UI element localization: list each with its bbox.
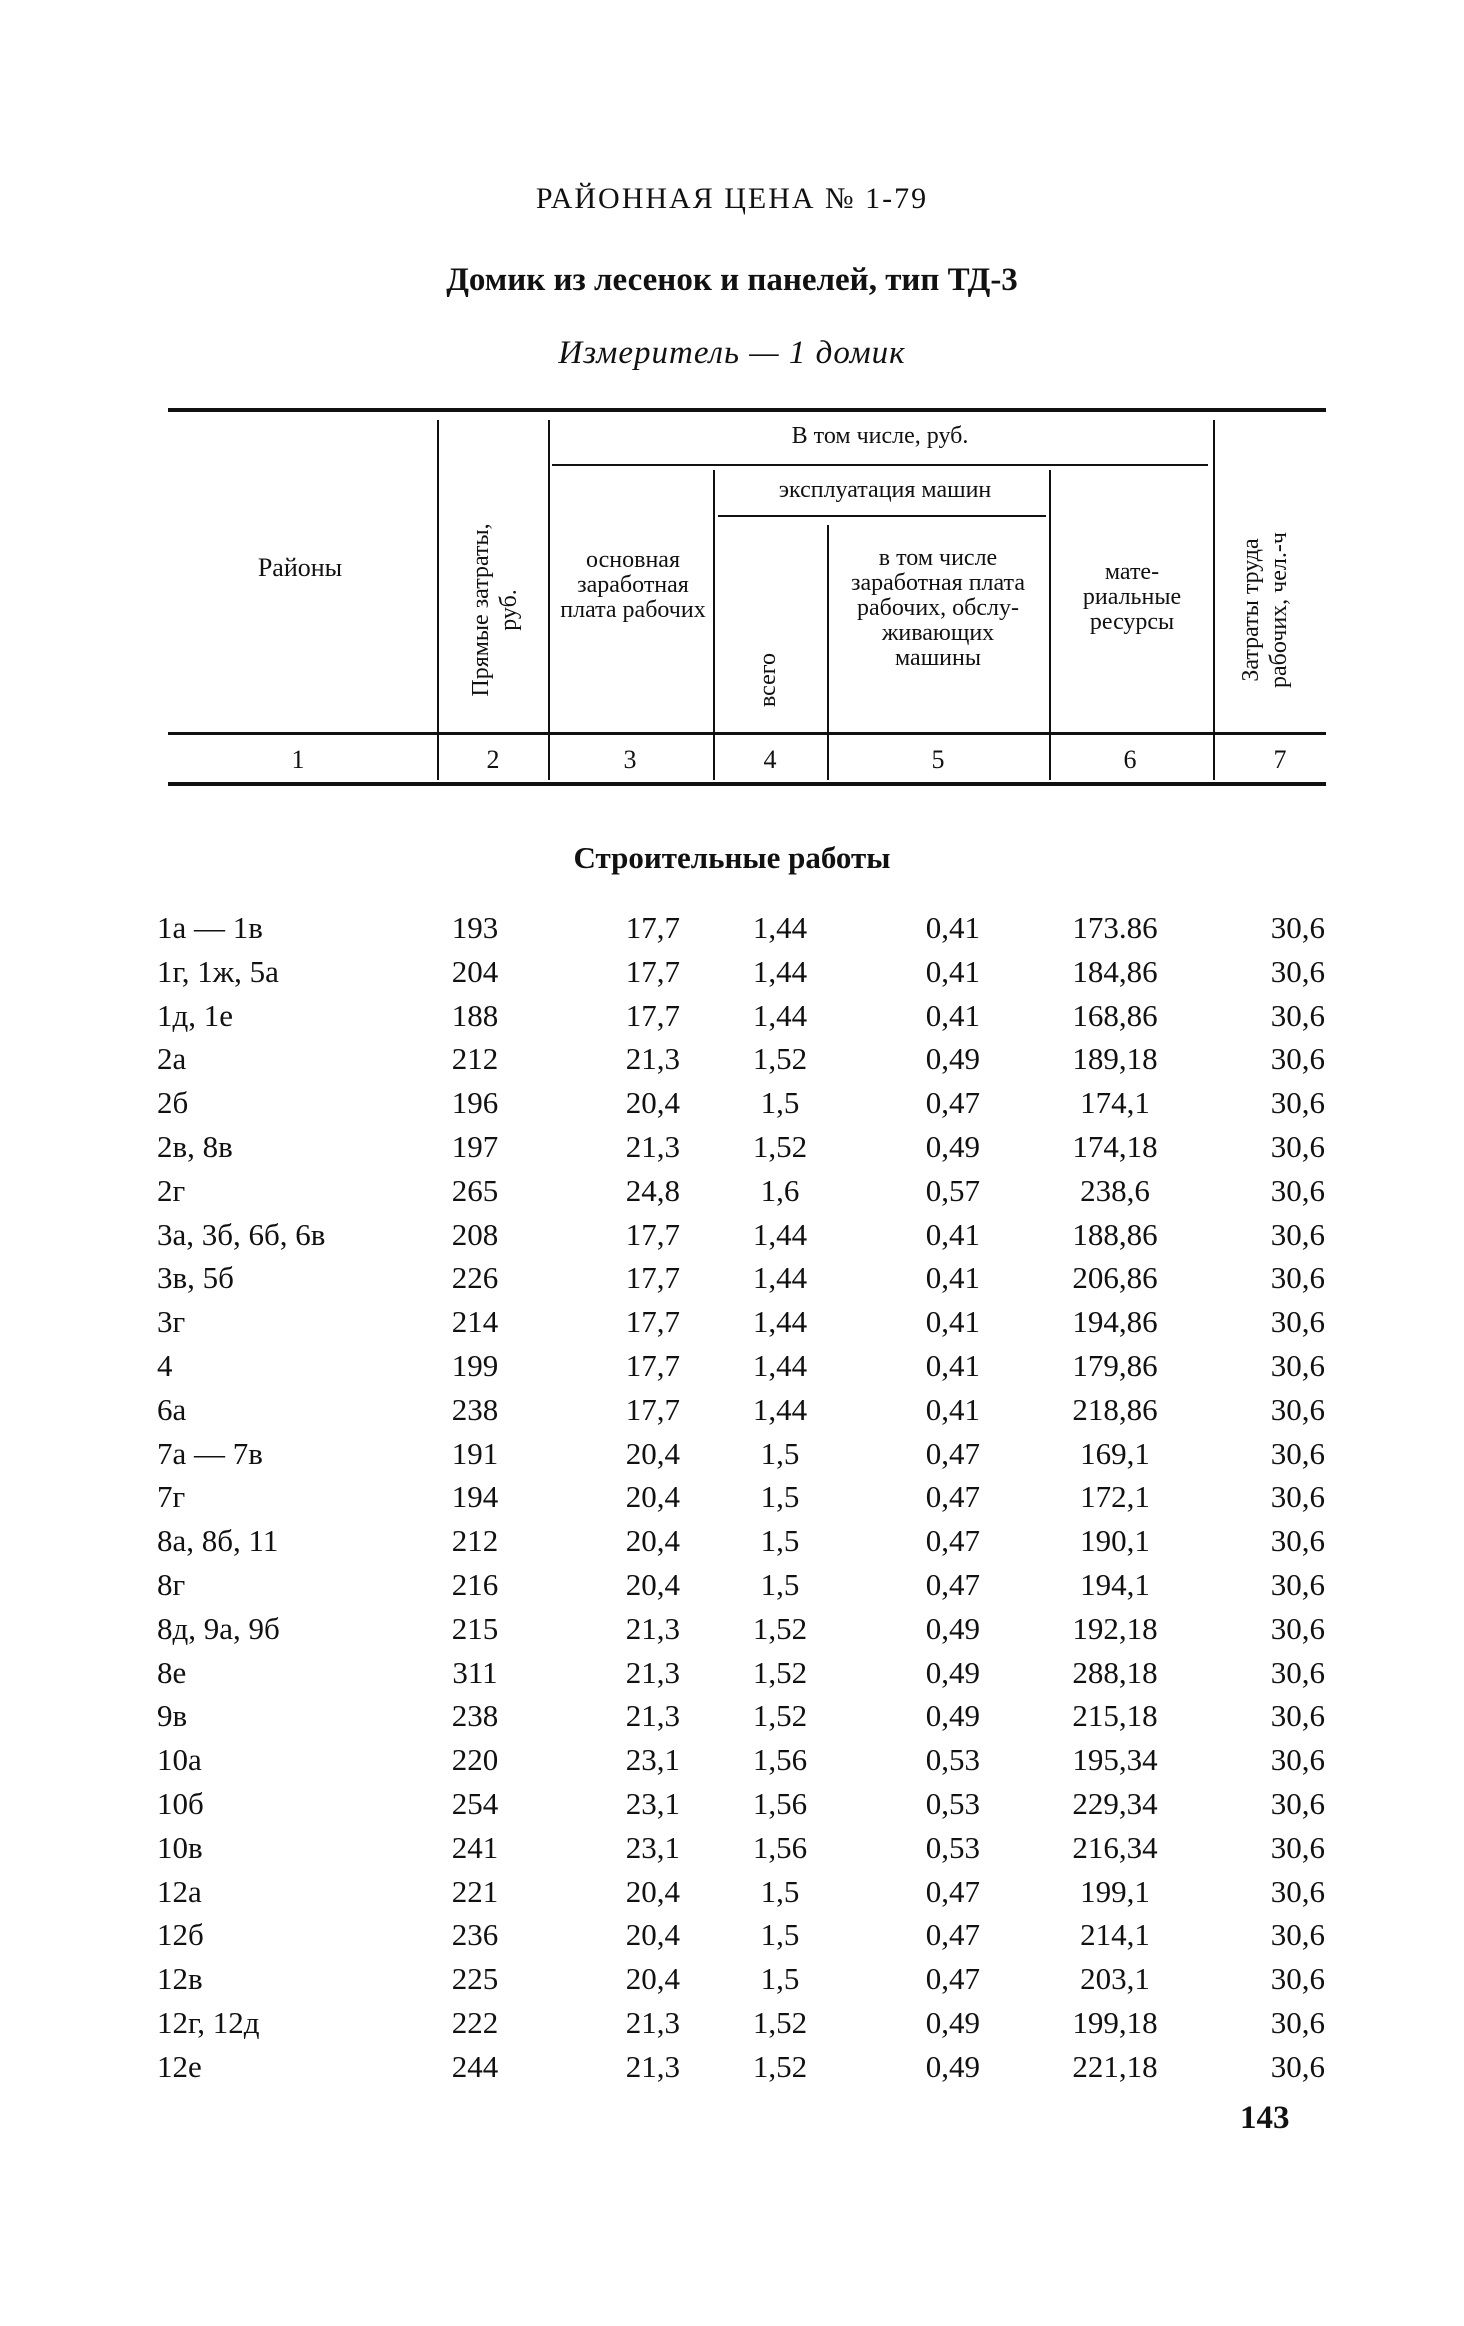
region-cell: 3г: [157, 1304, 186, 1339]
col-labor: Затраты труда рабочих, чел.-ч: [1238, 532, 1292, 688]
direct-costs-cell: 193: [451, 910, 499, 945]
materials-cell: 288,18: [1072, 1655, 1158, 1690]
section-title: Строительные работы: [573, 840, 891, 875]
materials-cell: 189,18: [1072, 1041, 1158, 1076]
direct-costs-cell: 204: [451, 954, 499, 989]
materials-cell: 229,34: [1072, 1786, 1158, 1821]
machines-total-cell: 1,52: [752, 1041, 808, 1076]
colnum-1: 1: [291, 745, 305, 774]
materials-cell: 173.86: [1072, 910, 1158, 945]
region-cell: 1д, 1е: [157, 998, 234, 1033]
region-cell: 4: [157, 1348, 173, 1383]
materials-cell: 195,34: [1072, 1742, 1158, 1777]
direct-costs-cell: 216: [451, 1567, 499, 1602]
direct-costs-cell: 208: [451, 1217, 499, 1252]
divider-5: [1049, 470, 1051, 780]
region-cell: 1а — 1в: [157, 910, 263, 945]
labor-cell: 30,6: [1270, 1173, 1325, 1208]
materials-cell: 179,86: [1072, 1348, 1158, 1383]
base-wage-cell: 17,7: [625, 998, 680, 1033]
table-row: [0, 1129, 1464, 1173]
labor-cell: 30,6: [1270, 1786, 1325, 1821]
materials-cell: 174,18: [1072, 1129, 1158, 1164]
colnum-3: 3: [623, 745, 637, 774]
region-cell: 3а, 3б, 6б, 6в: [157, 1217, 326, 1252]
price-title: РАЙОННАЯ ЦЕНА № 1-79: [535, 182, 929, 215]
direct-costs-cell: 212: [451, 1041, 499, 1076]
machines-total-cell: 1,5: [760, 1523, 800, 1558]
divider-1: [437, 420, 439, 780]
labor-cell: 30,6: [1270, 2005, 1325, 2040]
machines-wage-cell: 0,53: [925, 1742, 980, 1777]
col-machines-total: всего: [755, 652, 781, 708]
machines-total-cell: 1,44: [752, 1304, 808, 1339]
region-cell: 2г: [157, 1173, 186, 1208]
machines-total-cell: 1,5: [760, 1479, 800, 1514]
machines-total-cell: 1,56: [752, 1742, 808, 1777]
colnum-4: 4: [763, 745, 777, 774]
materials-cell: 192,18: [1072, 1611, 1158, 1646]
labor-cell: 30,6: [1270, 1304, 1325, 1339]
base-wage-cell: 17,7: [625, 1217, 680, 1252]
base-wage-cell: 23,1: [625, 1830, 680, 1865]
labor-cell: 30,6: [1270, 2049, 1325, 2084]
base-wage-cell: 20,4: [625, 1479, 680, 1514]
group-rule: [552, 464, 1208, 466]
top-rule: [168, 408, 1326, 412]
region-cell: 10в: [157, 1830, 203, 1865]
machines-total-cell: 1,5: [760, 1874, 800, 1909]
materials-cell: 206,86: [1072, 1260, 1158, 1295]
table-row: [0, 998, 1464, 1042]
machines-wage-cell: 0,41: [925, 1304, 980, 1339]
col-base-wage: основная заработная плата рабочих: [560, 547, 706, 623]
machines-wage-cell: 0,47: [925, 1874, 980, 1909]
labor-cell: 30,6: [1270, 1698, 1325, 1733]
machines-wage-cell: 0,49: [925, 2005, 980, 2040]
machines-total-cell: 1,5: [760, 1917, 800, 1952]
table-row: [0, 1874, 1464, 1918]
colnum-2: 2: [486, 745, 500, 774]
machines-wage-cell: 0,47: [925, 1917, 980, 1952]
labor-cell: 30,6: [1270, 1436, 1325, 1471]
direct-costs-cell: 220: [451, 1742, 499, 1777]
machines-wage-cell: 0,41: [925, 1260, 980, 1295]
machines-total-cell: 1,44: [752, 1260, 808, 1295]
labor-cell: 30,6: [1270, 1655, 1325, 1690]
machines-total-cell: 1,6: [760, 1173, 800, 1208]
machines-wage-cell: 0,47: [925, 1436, 980, 1471]
base-wage-cell: 17,7: [625, 1304, 680, 1339]
machines-wage-cell: 0,53: [925, 1786, 980, 1821]
machines-total-cell: 1,52: [752, 1655, 808, 1690]
machines-total-cell: 1,44: [752, 998, 808, 1033]
direct-costs-cell: 194: [451, 1479, 499, 1514]
materials-cell: 238,6: [1080, 1173, 1150, 1208]
table-row: [0, 954, 1464, 998]
direct-costs-cell: 221: [451, 1874, 499, 1909]
machines-total-cell: 1,56: [752, 1830, 808, 1865]
machines-total-cell: 1,5: [760, 1961, 800, 1996]
materials-cell: 172,1: [1080, 1479, 1150, 1514]
base-wage-cell: 21,3: [625, 1655, 680, 1690]
labor-cell: 30,6: [1270, 910, 1325, 945]
direct-costs-cell: 236: [451, 1917, 499, 1952]
base-wage-cell: 24,8: [625, 1173, 680, 1208]
labor-cell: 30,6: [1270, 1041, 1325, 1076]
group-including: В том числе, руб.: [791, 423, 969, 449]
base-wage-cell: 21,3: [625, 2005, 680, 2040]
machines-total-cell: 1,52: [752, 2049, 808, 2084]
machines-total-cell: 1,52: [752, 1611, 808, 1646]
base-wage-cell: 20,4: [625, 1874, 680, 1909]
table-row: [0, 1917, 1464, 1961]
machines-wage-cell: 0,53: [925, 1830, 980, 1865]
base-wage-cell: 21,3: [625, 1611, 680, 1646]
machines-wage-cell: 0,47: [925, 1523, 980, 1558]
region-cell: 12в: [157, 1961, 203, 1996]
region-cell: 9в: [157, 1698, 188, 1733]
base-wage-cell: 17,7: [625, 954, 680, 989]
region-cell: 8а, 8б, 11: [157, 1523, 279, 1558]
col-direct-costs: Прямые затраты, руб.: [468, 523, 522, 697]
direct-costs-cell: 225: [451, 1961, 499, 1996]
region-cell: 8е: [157, 1655, 187, 1690]
direct-costs-cell: 244: [451, 2049, 499, 2084]
region-cell: 12г, 12д: [157, 2005, 260, 2040]
table-row: [0, 1523, 1464, 1567]
table-row: [0, 1479, 1464, 1523]
table-row: [0, 1830, 1464, 1874]
machines-total-cell: 1,52: [752, 1129, 808, 1164]
colnum-5: 5: [931, 745, 945, 774]
machines-total-cell: 1,44: [752, 910, 808, 945]
materials-cell: 199,18: [1072, 2005, 1158, 2040]
base-wage-cell: 20,4: [625, 1085, 680, 1120]
region-cell: 6а: [157, 1392, 187, 1427]
materials-cell: 190,1: [1080, 1523, 1150, 1558]
direct-costs-cell: 222: [451, 2005, 499, 2040]
region-cell: 12а: [157, 1874, 202, 1909]
direct-costs-cell: 254: [451, 1786, 499, 1821]
machines-wage-cell: 0,49: [925, 1611, 980, 1646]
machines-total-cell: 1,52: [752, 1698, 808, 1733]
region-cell: 2б: [157, 1085, 189, 1120]
machines-total-cell: 1,44: [752, 954, 808, 989]
measure-unit: Измеритель — 1 домик: [558, 335, 906, 371]
divider-2: [548, 420, 550, 780]
col-machines-wage: в том числе заработная плата рабочих, обслуживающих машины: [851, 545, 1025, 671]
machines-total-cell: 1,5: [760, 1436, 800, 1471]
table-row: [0, 1348, 1464, 1392]
base-wage-cell: 21,3: [625, 1041, 680, 1076]
table-row: [0, 1173, 1464, 1217]
base-wage-cell: 21,3: [625, 2049, 680, 2084]
region-cell: 10а: [157, 1742, 202, 1777]
base-wage-cell: 20,4: [625, 1917, 680, 1952]
materials-cell: 194,1: [1080, 1567, 1150, 1602]
labor-cell: 30,6: [1270, 1479, 1325, 1514]
direct-costs-cell: 196: [451, 1085, 499, 1120]
machines-wage-cell: 0,47: [925, 1085, 980, 1120]
table-row: [0, 1961, 1464, 2005]
direct-costs-cell: 226: [451, 1260, 499, 1295]
machines-total-cell: 1,56: [752, 1786, 808, 1821]
base-wage-cell: 21,3: [625, 1698, 680, 1733]
direct-costs-cell: 197: [451, 1129, 499, 1164]
base-wage-cell: 20,4: [625, 1436, 680, 1471]
labor-cell: 30,6: [1270, 1260, 1325, 1295]
colnum-7: 7: [1273, 745, 1287, 774]
header-rule: [168, 732, 1326, 735]
table-row: [0, 1217, 1464, 1261]
col-regions: Районы: [257, 553, 343, 582]
materials-cell: 174,1: [1080, 1085, 1150, 1120]
materials-cell: 188,86: [1072, 1217, 1158, 1252]
machines-total-cell: 1,5: [760, 1085, 800, 1120]
labor-cell: 30,6: [1270, 1567, 1325, 1602]
machines-total-cell: 1,52: [752, 2005, 808, 2040]
divider-6: [1213, 420, 1215, 780]
labor-cell: 30,6: [1270, 1392, 1325, 1427]
page-number: 143: [1240, 2100, 1290, 2136]
materials-cell: 199,1: [1080, 1874, 1150, 1909]
labor-cell: 30,6: [1270, 1611, 1325, 1646]
table-row: [0, 1742, 1464, 1786]
labor-cell: 30,6: [1270, 1830, 1325, 1865]
colnum-6: 6: [1123, 745, 1137, 774]
machines-total-cell: 1,44: [752, 1392, 808, 1427]
table-row: [0, 1392, 1464, 1436]
labor-cell: 30,6: [1270, 1523, 1325, 1558]
direct-costs-cell: 212: [451, 1523, 499, 1558]
materials-cell: 184,86: [1072, 954, 1158, 989]
materials-cell: 214,1: [1080, 1917, 1150, 1952]
direct-costs-cell: 238: [451, 1698, 499, 1733]
table-row: [0, 1786, 1464, 1830]
machines-total-cell: 1,44: [752, 1217, 808, 1252]
machines-wage-cell: 0,41: [925, 998, 980, 1033]
direct-costs-cell: 199: [451, 1348, 499, 1383]
direct-costs-cell: 191: [451, 1436, 499, 1471]
base-wage-cell: 23,1: [625, 1786, 680, 1821]
base-wage-cell: 21,3: [625, 1129, 680, 1164]
labor-cell: 30,6: [1270, 1742, 1325, 1777]
region-cell: 2в, 8в: [157, 1129, 233, 1164]
table-row: [0, 1655, 1464, 1699]
group-machines: эксплуатация машин: [778, 477, 992, 503]
table-row: [0, 1260, 1464, 1304]
machines-wage-cell: 0,41: [925, 1392, 980, 1427]
base-wage-cell: 23,1: [625, 1742, 680, 1777]
base-wage-cell: 20,4: [625, 1523, 680, 1558]
direct-costs-cell: 238: [451, 1392, 499, 1427]
base-wage-cell: 17,7: [625, 1392, 680, 1427]
machines-wage-cell: 0,49: [925, 1698, 980, 1733]
direct-costs-cell: 311: [452, 1655, 498, 1690]
col-materials: материальные ресурсы: [1082, 559, 1182, 635]
table-row: [0, 1304, 1464, 1348]
labor-cell: 30,6: [1270, 1129, 1325, 1164]
region-cell: 1г, 1ж, 5а: [157, 954, 279, 989]
region-cell: 10б: [157, 1786, 204, 1821]
machines-total-cell: 1,5: [760, 1567, 800, 1602]
table-row: [0, 910, 1464, 954]
region-cell: 3в, 5б: [157, 1260, 234, 1295]
table-row: [0, 1567, 1464, 1611]
direct-costs-cell: 214: [451, 1304, 499, 1339]
labor-cell: 30,6: [1270, 1917, 1325, 1952]
machines-wage-cell: 0,49: [925, 1655, 980, 1690]
direct-costs-cell: 265: [451, 1173, 499, 1208]
region-cell: 7г: [157, 1479, 186, 1514]
materials-cell: 218,86: [1072, 1392, 1158, 1427]
base-wage-cell: 20,4: [625, 1567, 680, 1602]
base-wage-cell: 17,7: [625, 1348, 680, 1383]
materials-cell: 169,1: [1080, 1436, 1150, 1471]
divider-3: [713, 470, 715, 780]
materials-cell: 215,18: [1072, 1698, 1158, 1733]
machines-wage-cell: 0,41: [925, 910, 980, 945]
region-cell: 8г: [157, 1567, 186, 1602]
machines-wage-cell: 0,57: [925, 1173, 980, 1208]
materials-cell: 194,86: [1072, 1304, 1158, 1339]
direct-costs-cell: 215: [451, 1611, 499, 1646]
table-row: [0, 1436, 1464, 1480]
region-cell: 7а — 7в: [157, 1436, 263, 1471]
item-title: Домик из лесенок и панелей, тип ТД-3: [446, 262, 1018, 298]
machines-wage-cell: 0,41: [925, 1348, 980, 1383]
table-row: [0, 1041, 1464, 1085]
table-row: [0, 1085, 1464, 1129]
labor-cell: 30,6: [1270, 1085, 1325, 1120]
machines-wage-cell: 0,49: [925, 2049, 980, 2084]
machines-wage-cell: 0,49: [925, 1129, 980, 1164]
machines-wage-cell: 0,47: [925, 1961, 980, 1996]
labor-cell: 30,6: [1270, 1961, 1325, 1996]
labor-cell: 30,6: [1270, 998, 1325, 1033]
labor-cell: 30,6: [1270, 1217, 1325, 1252]
table-row: [0, 2049, 1464, 2093]
materials-cell: 221,18: [1072, 2049, 1158, 2084]
table-row: [0, 2005, 1464, 2049]
labor-cell: 30,6: [1270, 954, 1325, 989]
region-cell: 12е: [157, 2049, 202, 2084]
machines-wage-cell: 0,49: [925, 1041, 980, 1076]
materials-cell: 203,1: [1080, 1961, 1150, 1996]
machines-total-cell: 1,44: [752, 1348, 808, 1383]
divider-4: [827, 525, 829, 780]
machines-rule: [718, 515, 1046, 517]
direct-costs-cell: 188: [451, 998, 499, 1033]
region-cell: 2а: [157, 1041, 187, 1076]
table-row: [0, 1698, 1464, 1742]
labor-cell: 30,6: [1270, 1348, 1325, 1383]
base-wage-cell: 17,7: [625, 910, 680, 945]
machines-wage-cell: 0,41: [925, 1217, 980, 1252]
machines-wage-cell: 0,47: [925, 1567, 980, 1602]
region-cell: 12б: [157, 1917, 204, 1952]
base-wage-cell: 17,7: [625, 1260, 680, 1295]
number-rule: [168, 782, 1326, 786]
machines-wage-cell: 0,47: [925, 1479, 980, 1514]
materials-cell: 168,86: [1072, 998, 1158, 1033]
direct-costs-cell: 241: [451, 1830, 499, 1865]
labor-cell: 30,6: [1270, 1874, 1325, 1909]
region-cell: 8д, 9а, 9б: [157, 1611, 280, 1646]
table-row: [0, 1611, 1464, 1655]
machines-wage-cell: 0,41: [925, 954, 980, 989]
base-wage-cell: 20,4: [625, 1961, 680, 1996]
materials-cell: 216,34: [1072, 1830, 1158, 1865]
